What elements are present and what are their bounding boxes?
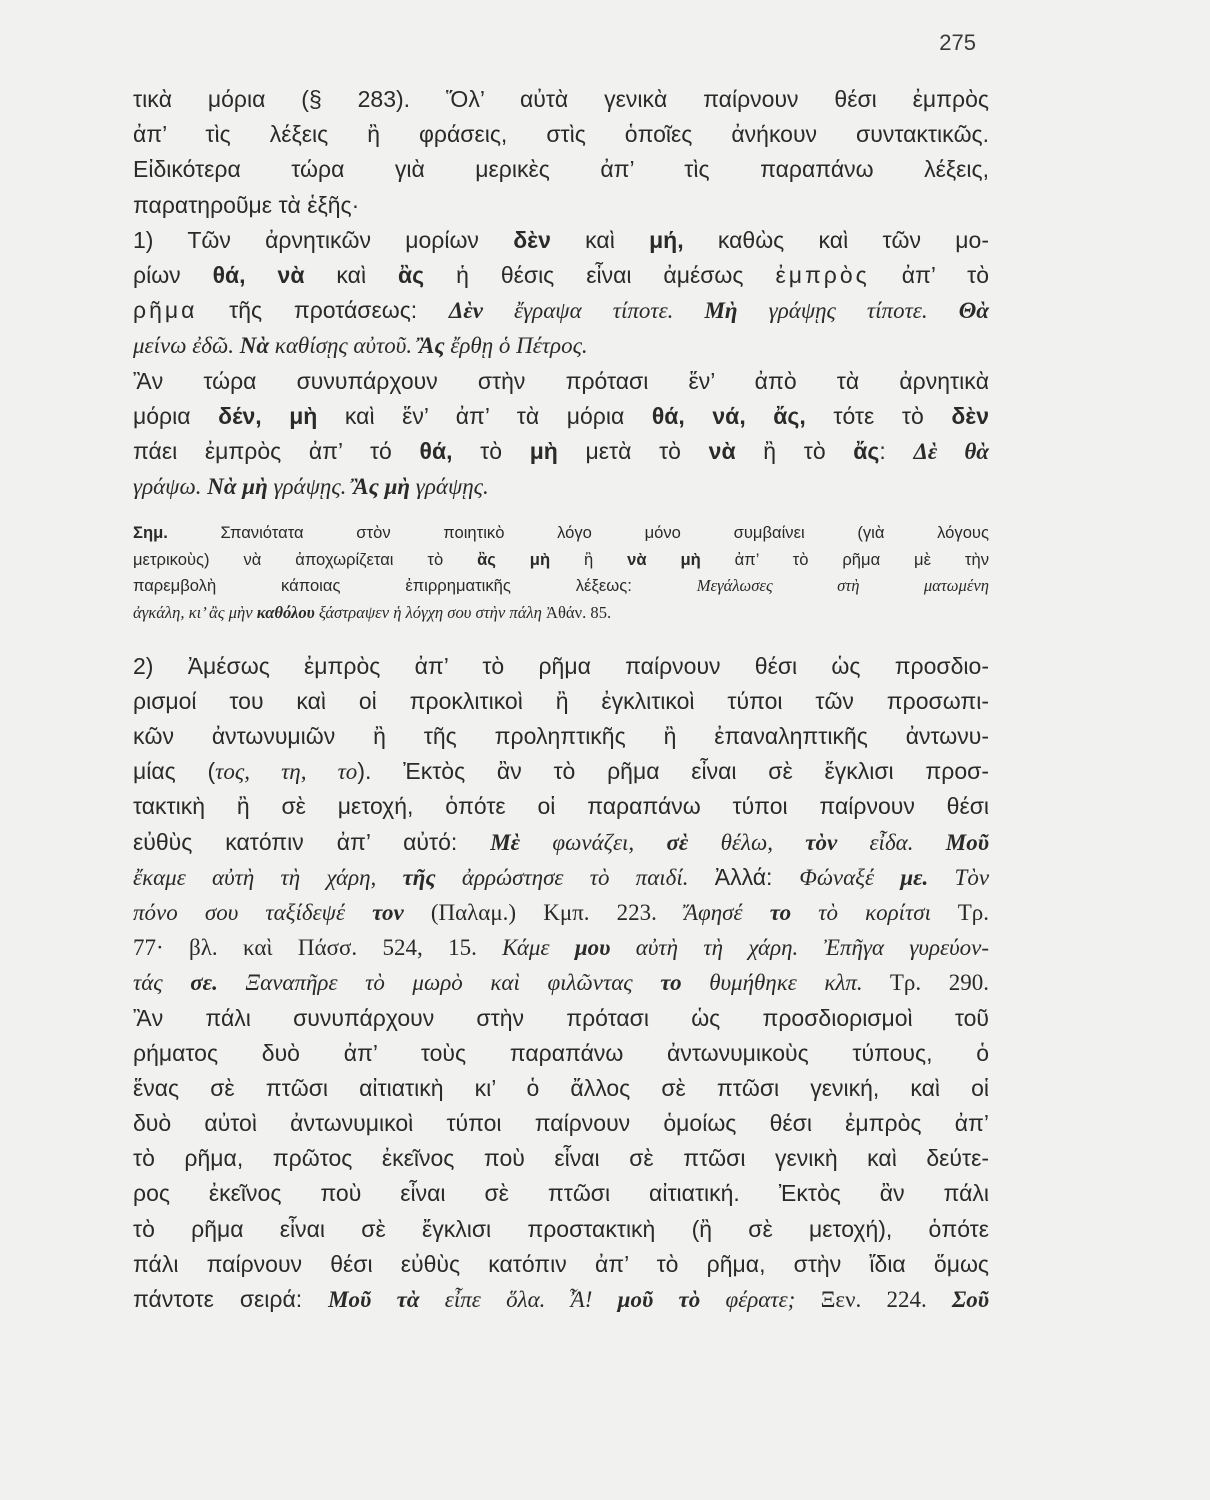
text-run: 77· βλ. καὶ Πάσσ. 524, 15.: [133, 935, 503, 961]
text-line: [133, 825, 989, 860]
text-line: [133, 895, 989, 930]
text-run: Τρ. 290.: [862, 970, 989, 996]
text-run: Ἂν πάλι συνυπάρχουν στὴν πρότασι ὡς προσδιορισμοὶ τοῦ: [133, 1004, 989, 1031]
text-run: Σπανιότατα στὸν ποιητικὸ λόγο μόνο συμβαίνει (γιὰ λόγους: [167, 523, 989, 543]
text-run: Ξαναπῆρε τὸ μωρὸ καὶ φιλῶντας: [217, 970, 661, 996]
text-run: Σοῦ: [952, 1287, 990, 1312]
text-run: πόνο σου ταξίδεψέ: [133, 899, 373, 925]
page-text: [133, 82, 989, 1317]
text-run: Φώναξέ: [799, 864, 901, 890]
text-run: θά,: [419, 437, 453, 464]
text-run: ἐμπρὸς: [775, 261, 870, 288]
text-run: μὴ: [529, 437, 558, 464]
text-line: [133, 1106, 989, 1141]
text-run: πάει ἐμπρὸς ἀπ’ τό: [133, 437, 420, 464]
text-run: Νὰ: [239, 333, 270, 359]
text-line: [133, 258, 989, 293]
text-run: Ἂν τώρα συνυπάρχουν στὴν πρότασι ἕν’ ἀπὸ τὰ ἀρνητικὰ: [133, 367, 989, 394]
text-run: μόρια: [133, 402, 219, 429]
text-run: ρίων: [133, 261, 213, 288]
text-run: ρισμοί του καὶ οἱ προκλιτικοὶ ἢ ἐγκλιτικοὶ τύποι τῶν προσωπι-: [133, 687, 989, 714]
text-line: [133, 719, 989, 754]
text-line: [133, 520, 989, 547]
text-run: Δὲ θὰ: [913, 438, 990, 464]
text-run: Ἄφησέ: [684, 899, 770, 925]
text-run: Νὰ μὴ: [207, 474, 268, 500]
text-run: τῆς προτάσεως:: [197, 297, 449, 324]
text-line: [133, 789, 989, 824]
text-run: ἕνας σὲ πτῶσι αἰτιατικὴ κι’ ὁ ἄλλος σὲ πτῶσι γενική, καὶ οἱ: [133, 1074, 989, 1101]
text-line: [133, 1282, 989, 1317]
text-run: γράψῃς τίποτε.: [737, 298, 959, 324]
text-run: ἀπ’ τὸ: [869, 261, 989, 288]
text-run: γράψῃς.: [410, 474, 489, 500]
text-run: καθόλου: [256, 603, 315, 623]
text-run: νὰ: [708, 437, 736, 464]
text-run: Εἰδικότερα τώρα γιὰ μερικὲς ἀπ’ τὶς παραπάνω λέξεις,: [133, 156, 989, 183]
text-run: δυὸ αὐτοὶ ἀντωνυμικοὶ τύποι παίρνουν ὁμοίως θέσι ἐμπρὸς ἀπ’: [133, 1110, 989, 1137]
text-run: (Παλαμ.) Κμπ. 223.: [403, 899, 684, 925]
text-run: ἢ: [550, 549, 628, 569]
text-run: αὐτὴ τὴ χάρη. Ἐπῆγα γυρεύον-: [610, 935, 989, 961]
text-run: με.: [900, 864, 929, 890]
text-run: θυμήθηκε κλπ.: [681, 970, 863, 996]
text-run: Μοῦ τὰ: [328, 1287, 420, 1312]
text-run: τὸν: [805, 829, 838, 855]
text-line: [133, 965, 989, 1000]
text-run: θά, νά, ἄς,: [651, 402, 806, 429]
text-run: δὲν: [951, 402, 989, 429]
text-run: μου: [574, 935, 611, 961]
text-run: εἶπε ὅλα. Ἆ!: [419, 1287, 618, 1312]
text-run: τὸ κορίτσι: [791, 899, 932, 925]
text-run: Ἀθάν. 85.: [541, 603, 612, 623]
text-run: Μοῦ: [945, 829, 989, 855]
text-run: το: [769, 899, 792, 925]
spacer: [133, 627, 989, 649]
spacer: [133, 504, 989, 520]
text-run: Ἂς μὴ: [352, 474, 411, 500]
text-run: τάς: [133, 970, 191, 996]
text-run: καὶ: [550, 226, 650, 253]
text-line: [133, 1212, 989, 1247]
text-run: εἶδα.: [837, 829, 946, 855]
text-run: καὶ ἕν’ ἀπ’ τὰ μόρια: [317, 402, 652, 429]
text-line: [133, 754, 989, 789]
text-run: ἀπ’ τὶς λέξεις ἢ φράσεις, στὶς ὁποῖες ἀνήκουν συντακτικῶς.: [133, 121, 989, 148]
text-run: τὸ: [452, 437, 530, 464]
text-run: κῶν ἀντωνυμιῶν ἢ τῆς προληπτικῆς ἢ ἐπαναληπτικῆς ἀντωνυ-: [133, 723, 989, 749]
text-run: Σημ.: [133, 523, 168, 543]
text-run: ξάστραψεν ἡ λόγχη σου στὴν πάλη: [314, 603, 542, 623]
text-run: ἀρρώστησε τὸ παιδί.: [435, 864, 715, 890]
text-run: φέρατε;: [700, 1287, 796, 1312]
text-line: [133, 1001, 989, 1036]
text-run: τικὰ μόρια (§ 283). Ὅλ’ αὐτὰ γενικὰ παίρνουν θέσι ἐμπρὸς: [133, 86, 989, 112]
text-line: [133, 364, 989, 399]
text-run: τὸ ρῆμα εἶναι σὲ ἔγκλισι προστακτικὴ (ἢ σὲ μετοχή), ὁπότε: [133, 1215, 989, 1242]
text-run: μίας (: [133, 758, 216, 785]
text-run: ἔρθῃ ὁ Πέτρος.: [444, 333, 588, 359]
text-run: γράψῃς.: [267, 474, 353, 500]
text-run: ρῆμα: [133, 297, 198, 324]
text-run: Μὴ: [704, 298, 738, 324]
text-line: [133, 573, 989, 600]
text-run: ρος ἐκεῖνος ποὺ εἶναι σὲ πτῶσι αἰτιατική. Ἐκτὸς ἂν πάλι: [133, 1180, 989, 1207]
text-run: τον: [372, 899, 404, 925]
text-line: [133, 223, 989, 258]
text-run: γράψω.: [133, 474, 208, 500]
text-run: παρατηροῦμε τὰ ἑξῆς·: [133, 191, 360, 218]
text-line: [133, 684, 989, 719]
text-run: θά, νὰ: [212, 261, 305, 288]
text-run: Ἀλλά:: [714, 863, 800, 890]
text-run: θέλω,: [688, 829, 806, 855]
text-line: [133, 293, 989, 328]
text-run: Τρ.: [931, 899, 989, 925]
text-run: ἂς: [398, 261, 425, 288]
text-run: ρήματος δυὸ ἀπ’ τοὺς παραπάνω ἀντωνυμικοὺς τύπους, ὁ: [133, 1039, 989, 1066]
text-run: εὐθὺς κατόπιν ἀπ’ αὐτό:: [133, 828, 491, 855]
text-run: ἔγραψα τίποτε.: [482, 298, 705, 324]
text-run: δὲν: [513, 226, 551, 253]
text-run: Δὲν: [448, 298, 483, 324]
text-run: πάλι παίρνουν θέσι εὐθὺς κατόπιν ἀπ’ τὸ ρῆμα, στὴν ἴδια ὅμως: [133, 1250, 989, 1277]
text-run: καθίσῃς αὐτοῦ.: [269, 333, 418, 359]
text-run: ἄς: [853, 437, 880, 464]
text-run: τος, τη, το: [215, 759, 358, 785]
page-number: 275: [939, 30, 976, 55]
text-line: [133, 117, 989, 152]
text-line: [133, 469, 989, 504]
text-run: :: [879, 437, 914, 464]
text-run: Ἂς: [417, 333, 445, 359]
text-run: μείνω ἐδῶ.: [133, 333, 240, 359]
text-line: [133, 82, 989, 117]
text-run: ἀπ’ τὸ ρῆμα μὲ τὴν: [700, 549, 989, 569]
text-run: ἡ θέσις εἶναι ἀμέσως: [424, 261, 776, 288]
text-run: τακτικὴ ἢ σὲ μετοχή, ὁπότε οἱ παραπάνω τύποι παίρνουν θέσι: [133, 793, 989, 820]
text-line: [133, 1176, 989, 1211]
note-paragraph: [133, 520, 989, 626]
paragraph-negative-particles: [133, 82, 989, 504]
text-run: Κάμε: [502, 935, 575, 961]
text-run: ἢ τὸ: [735, 437, 854, 464]
text-run: 2) Ἀμέσως ἐμπρὸς ἀπ’ τὸ ρῆμα παίρνουν θέσι ὡς προσδιο-: [133, 652, 989, 679]
text-line: [133, 188, 989, 223]
text-run: ἔκαμε αὐτὴ τὴ χάρη,: [133, 864, 403, 890]
text-line: [133, 399, 989, 434]
text-line: [133, 860, 989, 895]
text-line: [133, 649, 989, 684]
text-run: Ξεν. 224.: [795, 1287, 953, 1312]
text-run: ἂς μὴ: [477, 549, 551, 569]
text-line: [133, 152, 989, 187]
text-run: ). Ἐκτὸς ἂν τὸ ρῆμα εἶναι σὲ ἔγκλισι προσ-: [357, 758, 989, 785]
text-run: Τὸν: [928, 864, 990, 890]
text-run: φωνάζει,: [520, 829, 667, 855]
text-run: 1) Τῶν ἀρνητικῶν μορίων: [133, 226, 514, 253]
text-run: τὸ ρῆμα, πρῶτος ἐκεῖνος ποὺ εἶναι σὲ πτῶσι γενικὴ καὶ δεύτε-: [133, 1145, 989, 1172]
text-run: μοῦ τὸ: [617, 1287, 701, 1312]
text-line: [133, 1247, 989, 1282]
text-line: [133, 1141, 989, 1176]
text-run: το: [660, 970, 682, 996]
paragraph-pronoun-forms: [133, 649, 989, 1318]
text-run: καὶ: [304, 261, 399, 288]
text-run: τῆς: [402, 864, 436, 890]
text-line: [133, 930, 989, 965]
text-run: σε.: [190, 970, 218, 996]
text-run: σὲ: [666, 829, 689, 855]
text-run: μετὰ τὸ: [557, 437, 709, 464]
text-line: [133, 547, 989, 574]
text-line: [133, 328, 989, 363]
text-line: [133, 434, 989, 469]
text-run: νὰ μὴ: [627, 549, 701, 569]
text-run: τότε τὸ: [805, 402, 952, 429]
text-run: ἀγκάλη, κι’ ἂς μὴν: [133, 603, 257, 623]
text-run: Θὰ: [958, 298, 989, 324]
text-run: μή,: [649, 226, 684, 253]
text-run: πάντοτε σειρά:: [133, 1286, 329, 1312]
text-run: δέν, μὴ: [218, 402, 318, 429]
text-run: Μὲ: [490, 829, 521, 855]
text-run: Μεγάλωσες στὴ ματωμένη: [696, 576, 989, 596]
text-line: [133, 1071, 989, 1106]
text-run: παρεμβολὴ κάποιας ἐπιρρηματικῆς λέξεως:: [133, 576, 697, 596]
text-run: καθὼς καὶ τῶν μο-: [683, 226, 990, 253]
text-line: [133, 600, 989, 627]
text-line: [133, 1036, 989, 1071]
text-run: μετρικοὺς) νὰ ἀποχωρίζεται τὸ: [133, 549, 478, 569]
